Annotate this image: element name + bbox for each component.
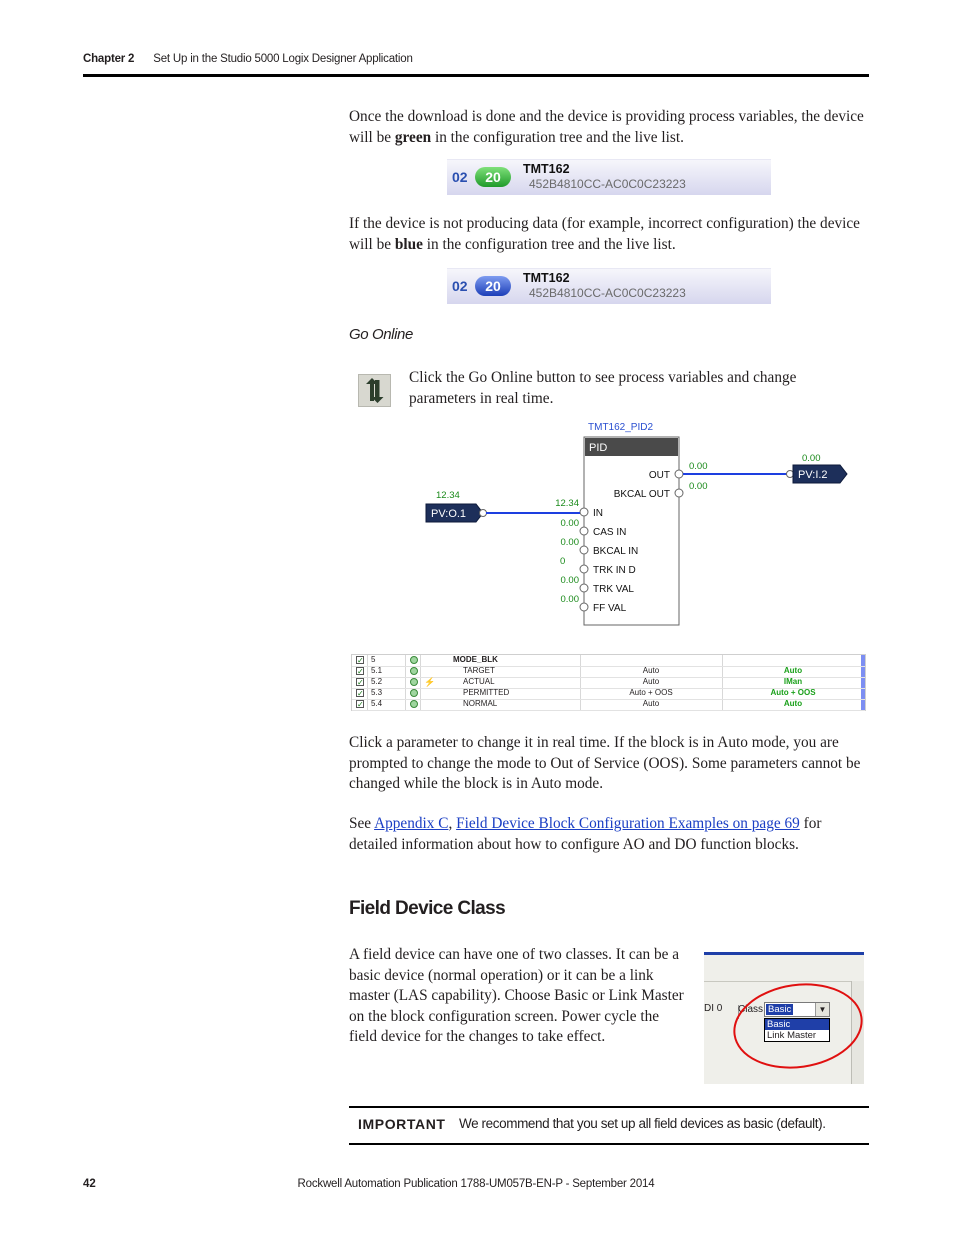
pid-input-port[interactable]: [580, 527, 588, 535]
device-name: TMT162: [523, 271, 570, 285]
device-name: TMT162: [523, 162, 570, 176]
row-live-value: Auto + OOS: [770, 688, 816, 697]
pid-block-diagram: [420, 418, 860, 630]
left-field-label: DI 0: [704, 1003, 723, 1014]
pid-input-label: TRK VAL: [593, 584, 634, 595]
row-index: 5.2: [371, 677, 383, 686]
row-value: Auto: [642, 666, 660, 675]
row-checkbox[interactable]: ✓: [357, 678, 364, 687]
pv-output-tag-port[interactable]: [787, 471, 794, 478]
row-index: 5: [371, 655, 376, 664]
row-parameter: NORMAL: [463, 699, 498, 708]
pid-input-value: 0: [560, 556, 566, 567]
chevron-down-icon[interactable]: ▼: [815, 1003, 829, 1016]
class-option-basic[interactable]: Basic: [765, 1019, 829, 1030]
pv-output-tag-label: PV:I.2: [798, 469, 828, 481]
row-checkbox[interactable]: ✓: [357, 689, 364, 698]
section-heading: Field Device Class: [349, 898, 506, 919]
field-device-class-paragraph: A field device can have one of two classes. It can be a basic device (normal operation) or it can be a link master (LAS capability). Choose Basic or Link Master on the block configuration screen. Power cycle the field device for the changes to take effect.: [349, 946, 684, 1045]
para1-text-a: Once the download is done and the device is providing process variables, the device will be: [349, 108, 864, 146]
important-rule-bottom: [349, 1143, 869, 1145]
device-address-green: 20: [475, 167, 511, 187]
important-rule-top: [349, 1106, 869, 1108]
row-index: 5.4: [371, 699, 383, 708]
pid-input-value: 0.00: [560, 594, 579, 605]
running-header: [83, 53, 413, 65]
see-appendix-paragraph: [349, 814, 867, 855]
device-guid: 452B4810CC-AC0C0C23223: [529, 286, 686, 300]
pid-input-port[interactable]: [580, 565, 588, 573]
pid-output-out-port[interactable]: [675, 470, 683, 478]
pid-input-label: BKCAL IN: [593, 546, 639, 557]
device-badge-green: [447, 159, 771, 195]
row-parameter: TARGET: [463, 666, 495, 675]
pid-input-label: IN: [593, 508, 603, 519]
row-live-value: Auto: [783, 666, 803, 675]
download-paragraph: [349, 107, 864, 148]
row-checkbox[interactable]: ✓: [357, 700, 364, 709]
go-online-text: Click the Go Online button to see process variables and change parameters in real time.: [409, 369, 797, 407]
device-address-blue: 20: [475, 276, 511, 296]
para1-text-b: in the configuration tree and the live list.: [431, 128, 684, 146]
pid-input-value: 0.00: [560, 537, 579, 548]
status-icon: [410, 678, 418, 686]
row-value: Auto + OOS: [629, 688, 673, 697]
para4-prefix: See: [349, 815, 375, 832]
class-select-value: Basic: [768, 1004, 792, 1015]
go-online-arrows-icon[interactable]: [358, 374, 391, 407]
pid-output-bkcal-port[interactable]: [675, 489, 683, 497]
chapter-label: Chapter 2: [83, 53, 135, 65]
pid-input-port[interactable]: [580, 508, 588, 516]
para2-bold: blue: [394, 235, 423, 253]
pid-input-port[interactable]: [580, 546, 588, 554]
pid-output-out-label: OUT: [648, 470, 670, 481]
important-text: We recommend that you set up all field devices as basic (default).: [459, 1116, 826, 1131]
field-device-examples-link[interactable]: Field Device Block Configuration Examples on page 69: [456, 815, 800, 832]
pid-output-bkcal-value: 0.00: [689, 481, 708, 492]
pid-input-label: FF VAL: [593, 603, 627, 614]
row-checkbox[interactable]: ✓: [357, 656, 364, 665]
pid-output-out-value: 0.00: [689, 461, 708, 472]
go-online-heading: Go Online: [349, 326, 413, 343]
pv-input-tag-port[interactable]: [480, 510, 487, 517]
device-guid: 452B4810CC-AC0C0C23223: [529, 177, 686, 191]
row-value: Auto: [642, 677, 660, 686]
not-producing-paragraph: [349, 214, 864, 255]
para4-sep: ,: [448, 815, 457, 832]
change-parameter-paragraph: Click a parameter to change it in real time. If the block is in Auto mode, you are prompted to change the mode to Out of Service (OOS). Some parameters cannot be changed while the block is in Auto mode.: [349, 734, 861, 792]
pid-input-label: TRK IN D: [593, 565, 636, 576]
pid-block-type: PID: [589, 442, 608, 454]
device-index: 02: [452, 278, 468, 294]
class-option-link-master[interactable]: Link Master: [767, 1030, 817, 1041]
device-index: 02: [452, 169, 468, 185]
lightning-icon: ⚡: [424, 677, 436, 687]
pid-input-value: 12.34: [555, 498, 579, 509]
publication-footer: Rockwell Automation Publication 1788-UM057B-EN-P - September 2014: [297, 1178, 655, 1190]
pv-input-tag-value: 12.34: [436, 490, 460, 501]
status-icon: [410, 700, 418, 708]
device-badge-blue: [447, 268, 771, 304]
status-icon: [410, 656, 418, 664]
mode-parameter-table: [351, 654, 866, 711]
table-row[interactable]: [352, 699, 865, 711]
row-index: 5.1: [371, 666, 383, 675]
important-label: IMPORTANT: [358, 1116, 446, 1132]
row-checkbox[interactable]: ✓: [357, 667, 364, 676]
row-parameter: ACTUAL: [463, 677, 495, 686]
row-live-value: Auto: [783, 699, 803, 708]
pid-input-port[interactable]: [580, 603, 588, 611]
appendix-c-link[interactable]: Appendix C: [374, 815, 449, 832]
pid-input-label: CAS IN: [593, 527, 627, 538]
pv-output-tag-value: 0.00: [802, 453, 821, 464]
row-parameter: PERMITTED: [463, 688, 510, 697]
page-number: 42: [83, 1178, 96, 1190]
pv-input-tag-label: PV:O.1: [431, 508, 467, 520]
row-live-value: IMan: [783, 677, 803, 686]
status-icon: [410, 689, 418, 697]
para1-bold: green: [394, 128, 432, 146]
para2-text-a: If the device is not producing data (for example, incorrect configuration) the device will be: [349, 215, 860, 253]
go-online-arrows-svg: [359, 375, 390, 406]
row-value: Auto: [642, 699, 660, 708]
pid-input-port[interactable]: [580, 584, 588, 592]
row-parameter: MODE_BLK: [453, 655, 498, 664]
pid-input-value: 0.00: [560, 518, 579, 529]
row-index: 5.3: [371, 688, 383, 697]
highlight-ellipse: [704, 955, 864, 1084]
para2-text-b: in the configuration tree and the live list.: [422, 235, 676, 253]
pid-input-value: 0.00: [560, 575, 579, 586]
para4-suffix: for detailed information about how to configure AO and DO function blocks.: [349, 815, 822, 853]
status-icon: [410, 667, 418, 675]
header-rule: [83, 74, 869, 77]
pid-block-tag: TMT162_PID2: [588, 422, 654, 433]
class-field-label: Class: [738, 1004, 764, 1015]
pid-output-bkcal-label: BKCAL OUT: [613, 489, 670, 500]
chapter-title: Set Up in the Studio 5000 Logix Designer Application: [153, 53, 413, 65]
class-selector-screenshot: [704, 952, 864, 1084]
